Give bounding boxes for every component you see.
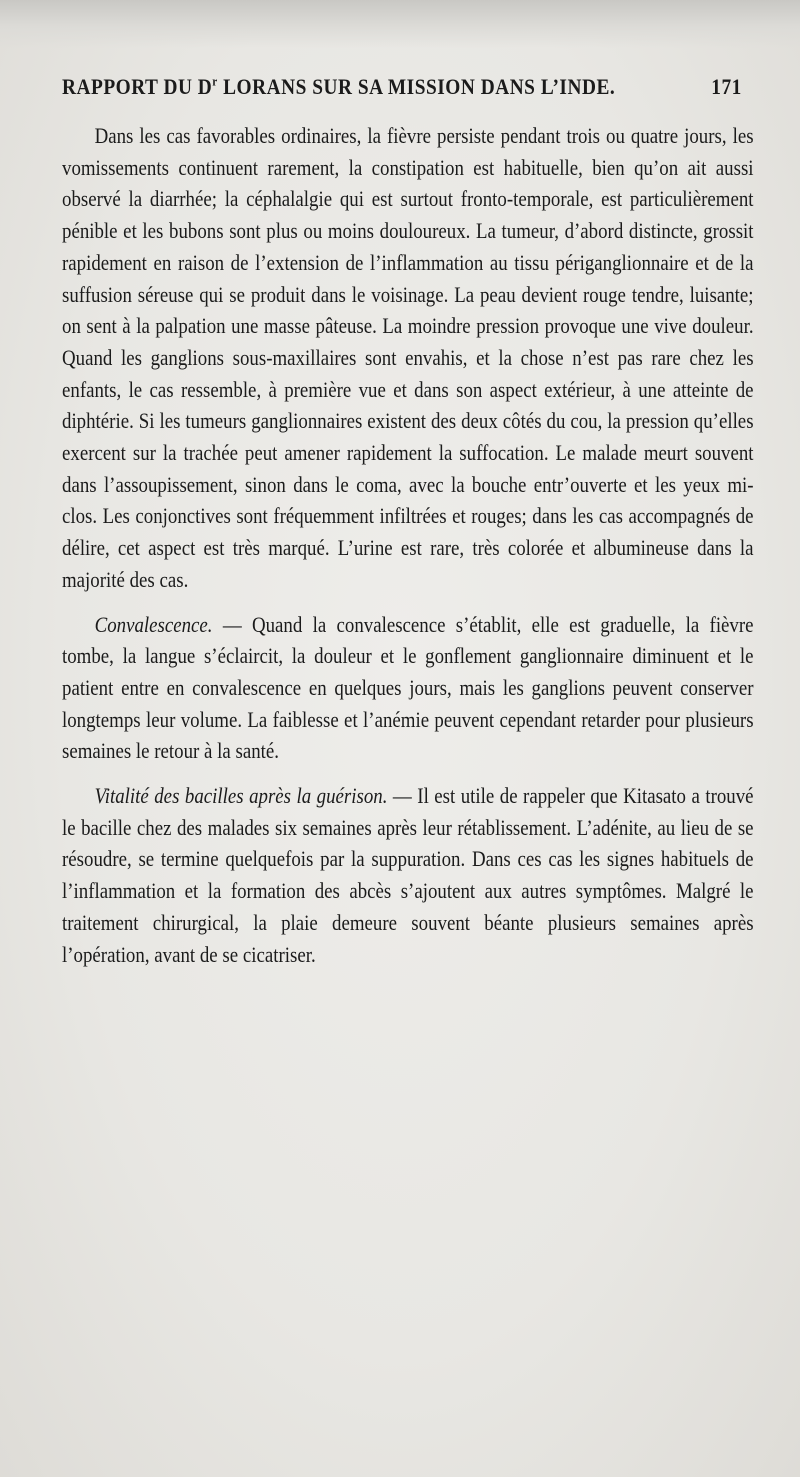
body-text [62,120,754,970]
paragraph-symptoms [62,120,754,596]
paragraph-text: — Il est utile de rappeler que Kitasato a trouvé le bacille chez des malades six semaines après leur rétablissement. L’adénite, au lieu de se résoudre, se termine quelquefois par la suppuration. Dans ces cas les signes habituels de l’inflammation et la formation des abcès s’ajoutent aux autres symptômes. Malgré le traitement chirurgical, la plaie demeure souvent béante plusieurs semaines après l’opération, avant de se cicatriser. [62,783,754,967]
paragraph-lead: Vitalité des bacilles après la guérison. [94,783,388,809]
paragraph-text: Dans les cas favorables ordinaires, la fièvre persiste pendant trois ou quatre jours, les vomissements continuent rarement, la constipation est habituelle, bien qu’on ait aussi observé la diarrhée; la céphalalgie qui est surtout fronto-temporale, est particulièrement pénible et les bubons sont plus ou moins douloureux. La tumeur, d’abord distincte, grossit rapidement en raison de l’extension de l’inflammation au tissu périganglionnaire et de la suffusion séreuse qui se produit dans le voisinage. La peau devient rouge tendre, luisante; on sent à la palpation une masse pâteuse. La moindre pression provoque une vive douleur. Quand les ganglions sous-maxillaires sont envahis, et la chose n’est pas rare chez les enfants, le cas ressemble, à première vue et dans son aspect extérieur, à une atteinte de diphtérie. Si les tumeurs ganglionnaires existent des deux côtés du cou, la pression qu’elles exercent sur la trachée peut amener rapidement la suffocation. Le malade meurt souvent dans l’assoupissement, sinon dans le coma, avec la bouche entr’ouverte et les yeux mi-clos. Les conjonctives sont fréquemment infiltrées et rouges; dans les cas accompagnés de délire, cet aspect est très marqué. L’urine est rare, très colorée et albumineuse dans la majorité des cas. [62,123,754,592]
page-number: 171 [711,74,742,99]
paragraph-convalescence [62,609,754,768]
header-title-rest: LORANS SUR SA MISSION DANS L’INDE. [217,74,616,99]
paragraph-lead: Convalescence. [94,611,213,637]
paragraph-text: — Quand la convalescence s’établit, elle est graduelle, la fièvre tombe, la langue s’éclaircit, la douleur et le gonflement ganglionnaire diminuent et le patient entre en convalescence en quelques jours, mais les ganglions peuvent conserver longtemps leur volume. La faiblesse et l’anémie peuvent cependant retarder pour plusieurs semaines le retour à la santé. [62,611,754,764]
header-title-main: RAPPORT DU D [62,74,213,99]
running-header [62,74,741,108]
header-title [62,74,615,100]
paragraph-bacilli-vitality [62,780,754,970]
header-title-superscript: r [212,73,218,89]
page-edge-shadow [0,0,800,48]
